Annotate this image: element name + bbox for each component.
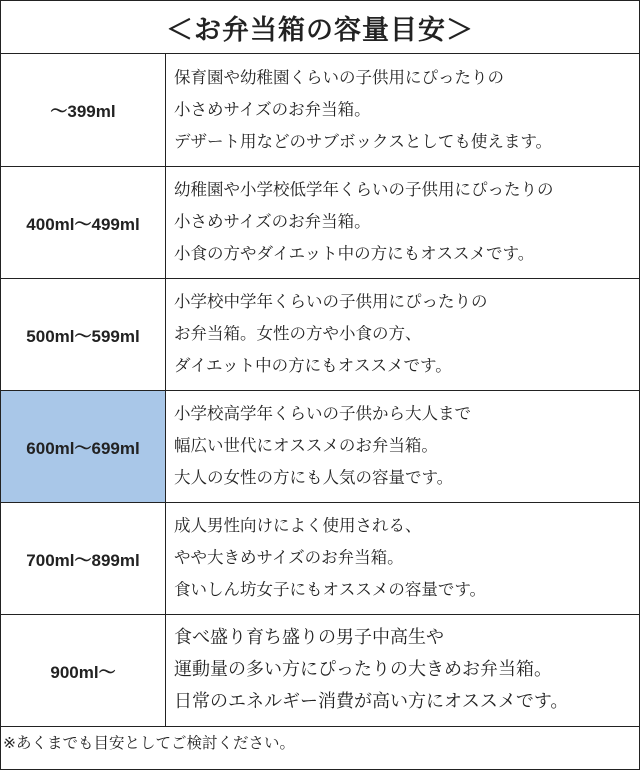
description-line: デザート用などのサブボックスとしても使えます。	[174, 131, 553, 151]
description-line: ダイエット中の方にもオススメです。	[174, 356, 452, 375]
capacity-cell: 700ml～899ml	[1, 502, 166, 614]
table-row	[1, 614, 639, 726]
capacity-cell: 500ml～599ml	[1, 278, 166, 390]
description-line: お弁当箱。女性の方や小食の方、	[174, 324, 422, 343]
table-row	[1, 166, 639, 278]
description-line: 保育園や幼稚園くらいの子供用にぴったりの	[174, 67, 504, 87]
capacity-cell: 900ml～	[1, 614, 166, 726]
capacity-table	[1, 54, 639, 727]
capacity-cell: ～399ml	[1, 54, 166, 166]
page-title: ＜お弁当箱の容量目安＞	[1, 1, 639, 54]
description-cell	[166, 166, 640, 278]
description-line: 小食の方やダイエット中の方にもオススメです。	[174, 244, 535, 263]
table-row	[1, 502, 639, 614]
description-line: 成人男性向けによく使用される、	[174, 516, 422, 535]
description-line: 幅広い世代にオススメのお弁当箱。	[174, 436, 438, 455]
description-line: やや大きめサイズのお弁当箱。	[174, 548, 404, 567]
description-cell	[166, 54, 640, 166]
table-row	[1, 54, 639, 166]
description-line: 運動量の多い方にぴったりの大きめお弁当箱。	[174, 659, 552, 680]
footnote: ※あくまでも目安としてご検討ください。	[3, 734, 295, 752]
description-line: 日常のエネルギー消費が高い方にオススメです。	[174, 691, 569, 712]
description-line: 小学校高学年くらいの子供から大人まで	[174, 404, 471, 423]
description-line: 食べ盛り育ち盛りの男子中高生や	[174, 627, 444, 648]
capacity-cell-highlighted: 600ml～699ml	[1, 390, 166, 502]
table-row-highlighted	[1, 390, 639, 502]
table-row	[1, 278, 639, 390]
description-cell	[166, 278, 640, 390]
description-cell	[166, 614, 640, 726]
description-line: 食いしん坊女子にもオススメの容量です。	[174, 580, 487, 599]
capacity-cell: 400ml～499ml	[1, 166, 166, 278]
description-line: 幼稚園や小学校低学年くらいの子供用にぴったりの	[174, 180, 554, 199]
description-line: 小さめサイズのお弁当箱。	[174, 212, 371, 231]
description-line: 大人の女性の方にも人気の容量です。	[174, 468, 454, 487]
description-line: 小学校中学年くらいの子供用にぴったりの	[174, 292, 488, 311]
description-cell	[166, 502, 640, 614]
description-line: 小さめサイズのお弁当箱。	[174, 99, 371, 119]
description-cell	[166, 390, 640, 502]
